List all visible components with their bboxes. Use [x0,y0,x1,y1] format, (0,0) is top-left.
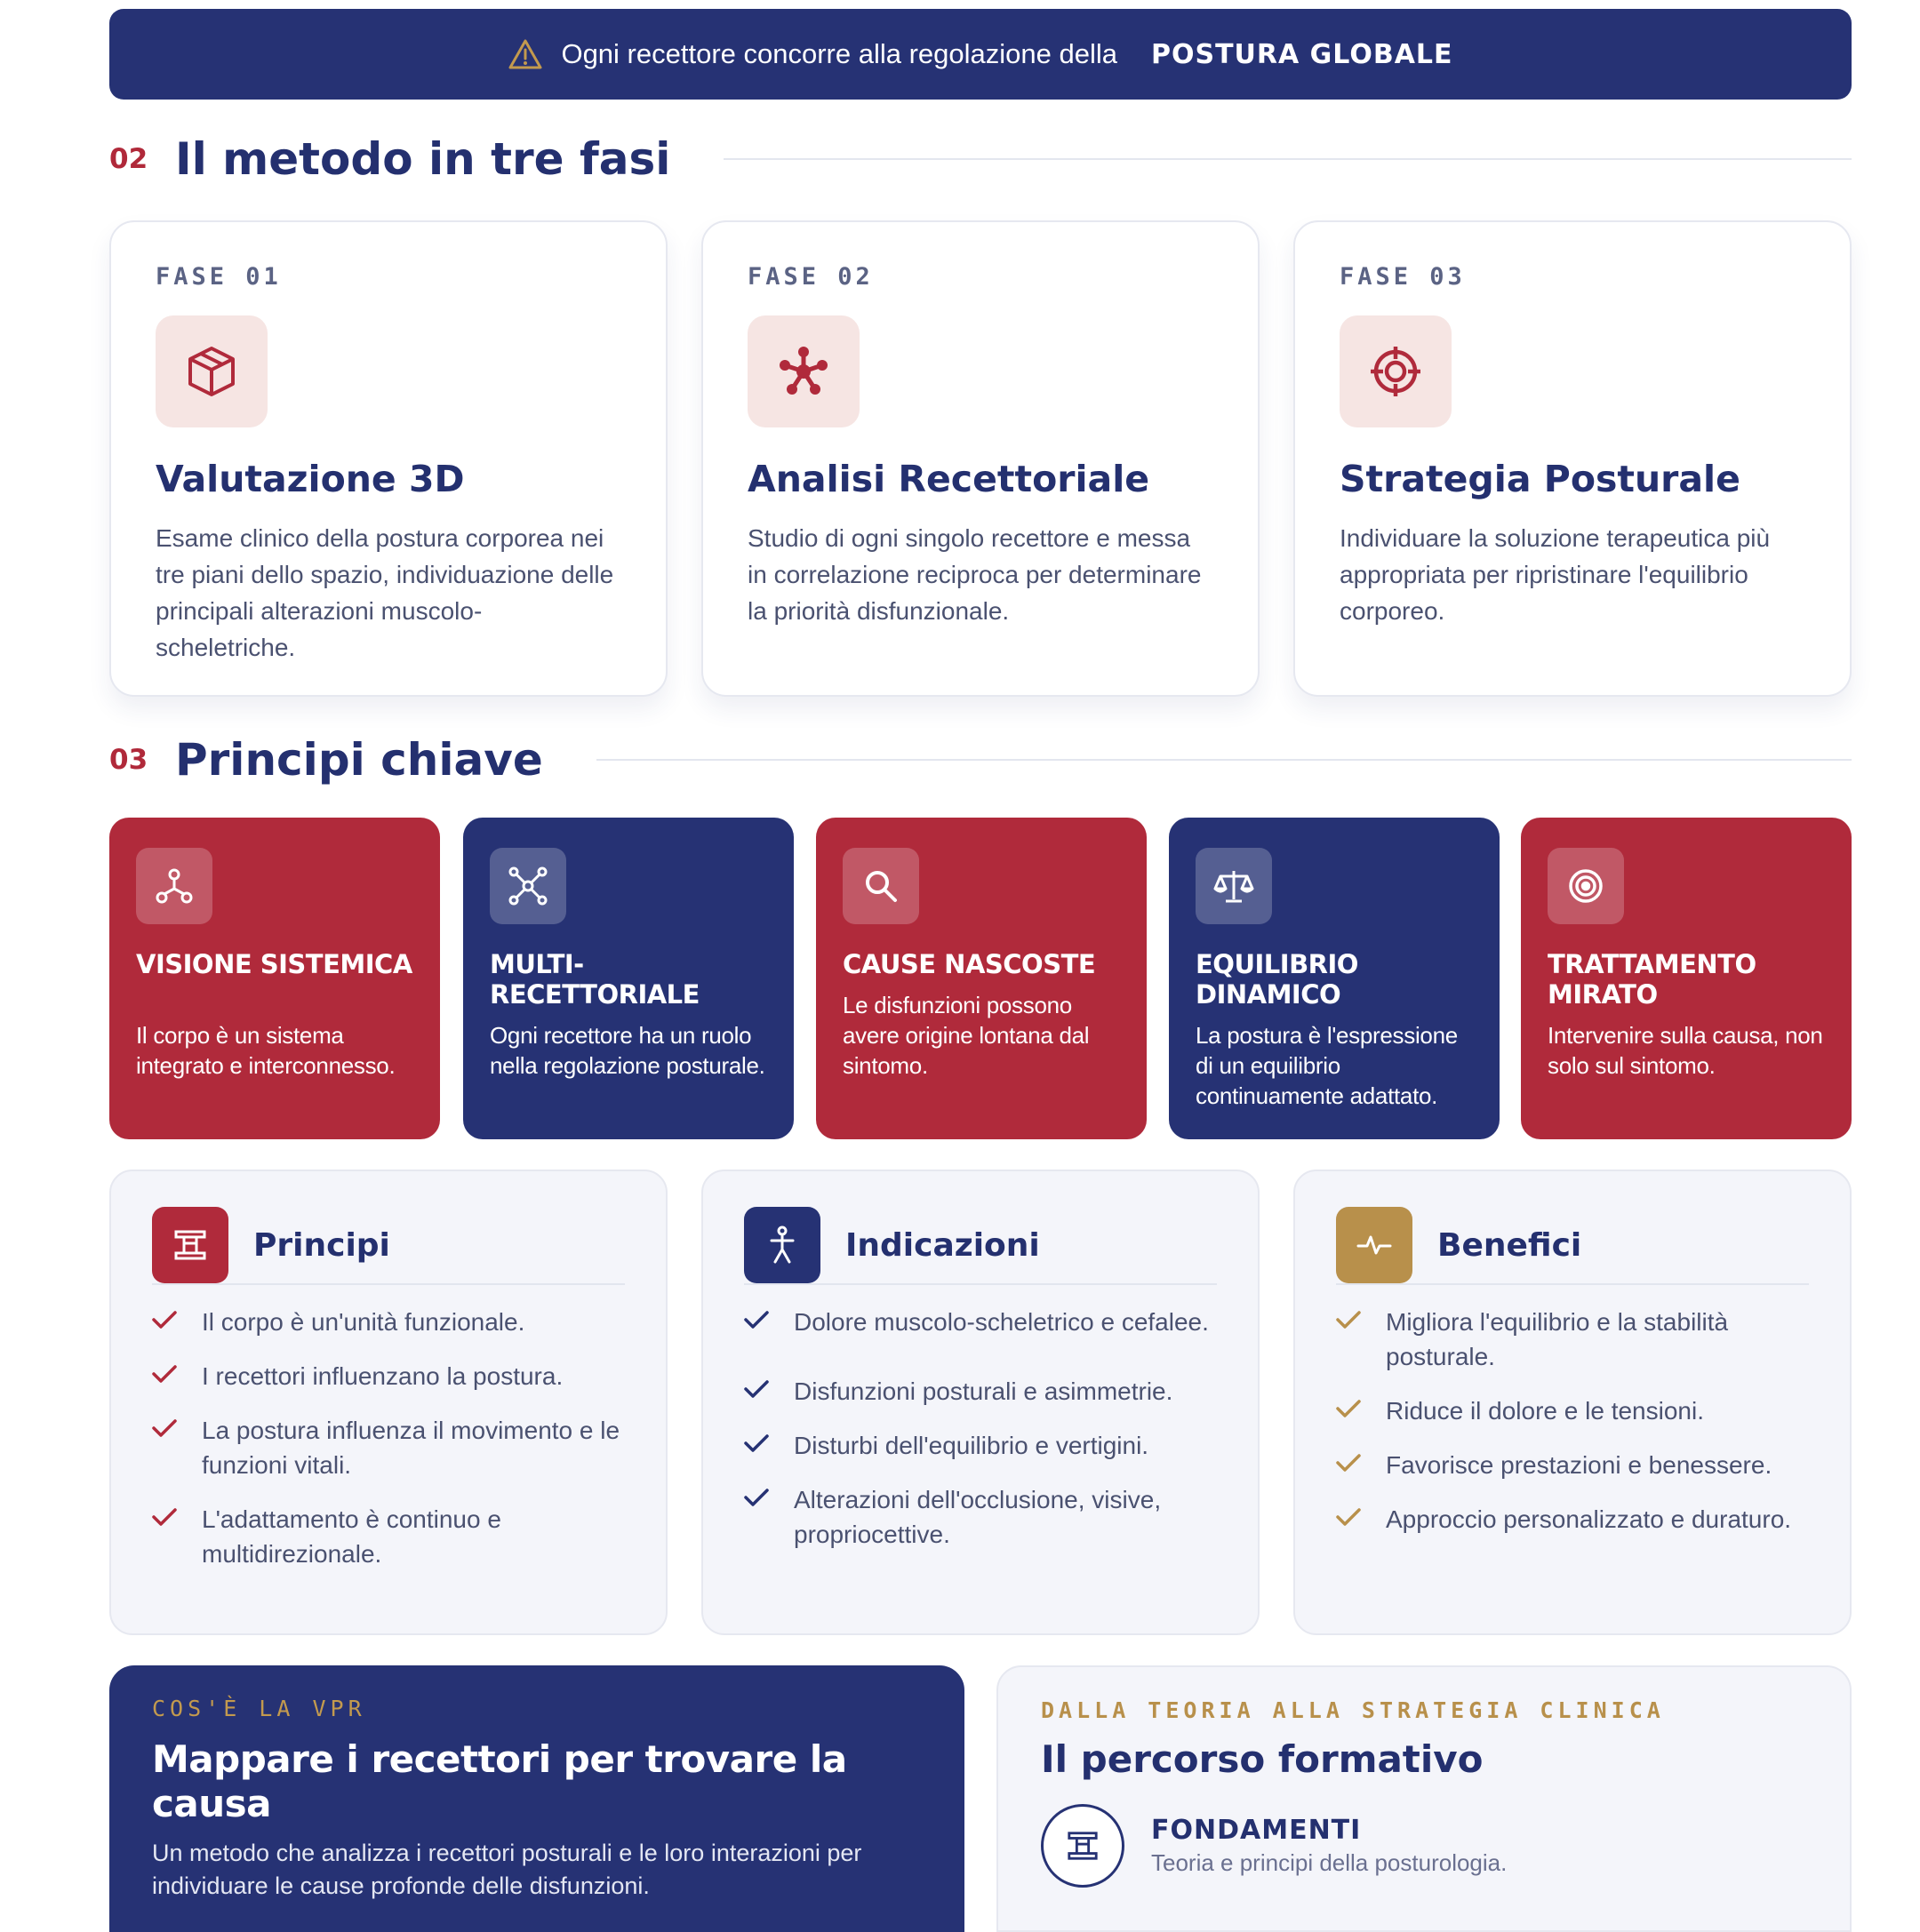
phase-label: FASE 03 [1340,263,1466,291]
phase-title: Analisi Recettoriale [748,458,1150,500]
list-item-text: Disfunzioni posturali e asimmetrie. [794,1377,1173,1405]
phase-label: FASE 02 [748,263,874,291]
check-icon [1336,1305,1386,1374]
key-principle-card [816,818,1147,1139]
check-icon [1336,1502,1386,1537]
path-eyebrow: DALLA TEORIA ALLA STRATEGIA CLINICA [1041,1697,1665,1723]
banner-text: Ogni recettore concorre alla regolazione della [561,38,1117,69]
pulse-icon [1336,1207,1412,1283]
scale-icon [1196,848,1272,924]
list-item-text: Migliora l'equilibrio e la stabilità posturale. [1386,1308,1729,1370]
step-text [1151,1815,1507,1877]
vpr-card [109,1665,964,1932]
check-icon [1336,1393,1386,1428]
key-principle-card [463,818,794,1139]
path-step [1041,1804,1807,1888]
list-item-text: Approccio personalizzato e duraturo. [1386,1505,1792,1533]
principle-title: VISIONE SISTEMICA [136,949,412,979]
phase-card [109,220,668,697]
path-title: Il percorso formativo [1041,1737,1484,1781]
list-header [1336,1207,1809,1285]
list-title: Principi [253,1226,390,1264]
check-icon [1336,1448,1386,1482]
key-principle-card [109,818,440,1139]
banner-highlight: POSTURA GLOBALE [1150,38,1453,70]
section-number: 02 [109,143,148,175]
training-path-card [996,1665,1852,1932]
cube-icon [156,315,268,427]
check-icon [152,1502,202,1571]
nodes-icon [136,848,212,924]
check-icon [152,1305,202,1339]
check-icon [152,1359,202,1393]
phase-title: Strategia Posturale [1340,458,1740,500]
bullseye-icon [1548,848,1624,924]
pillar-icon [1041,1804,1124,1888]
benefits-list [1336,1305,1809,1537]
list-item [152,1413,625,1482]
principle-title: CAUSE NASCOSTE [843,949,1096,979]
phase-label: FASE 01 [156,263,282,291]
principle-description: Le disfunzioni possono avere origine lontana dal sintomo. [843,992,1090,1079]
check-icon [744,1482,794,1552]
check-icon [744,1428,794,1463]
principle-description: Intervenire sulla causa, non solo sul sintomo. [1548,1022,1823,1079]
list-item-text: Alterazioni dell'occlusione, visive, propriocettive. [794,1486,1162,1548]
list-item [152,1305,625,1339]
list-item [1336,1502,1809,1537]
step-description: Teoria e principi della posturologia. [1151,1849,1508,1876]
list-title: Indicazioni [845,1226,1040,1264]
list-item-text: Disturbi dell'equilibrio e vertigini. [794,1432,1149,1459]
list-item-text: Il corpo è un'unità funzionale. [202,1308,525,1336]
list-item-text: Favorisce prestazioni e benessere. [1386,1451,1772,1479]
list-item-text: L'adattamento è continuo e multidirezionale. [202,1505,501,1568]
key-principle-card [1521,818,1852,1139]
principles-list-card [109,1170,668,1635]
principle-description: La postura è l'espressione di un equilibrio continuamente adattato. [1196,1022,1458,1109]
vpr-description: Un metodo che analizza i recettori posturali e le loro interazioni per individuare le cause profonde delle disfunzioni. [152,1840,862,1899]
section-title: Il metodo in tre fasi [175,133,671,185]
list-item-text: Riduce il dolore e le tensioni. [1386,1397,1704,1425]
benefits-list-card [1293,1170,1852,1635]
section-divider [596,759,1852,761]
list-item-text: La postura influenza il movimento e le funzioni vitali. [202,1417,620,1479]
pillar-icon [152,1207,228,1283]
section-title: Principi chiave [175,734,543,786]
list-item [744,1482,1217,1552]
warning-icon [508,36,543,72]
phase-card [701,220,1260,697]
phase-description: Individuare la soluzione terapeutica più appropriata per ripristinare l'equilibrio corporeo. [1340,524,1771,625]
section-method-header [109,133,1852,185]
list-item [1336,1393,1809,1428]
principle-description: Ogni recettore ha un ruolo nella regolazione posturale. [490,1022,765,1079]
list-item [744,1374,1217,1409]
target-icon [1340,315,1452,427]
list-header [152,1207,625,1285]
check-icon [152,1413,202,1482]
principles-list [152,1305,625,1571]
vpr-title: Mappare i recettori per trovare la causa [152,1737,847,1825]
principle-description: Il corpo è un sistema integrato e interconnesso. [136,1022,396,1079]
section-divider [724,158,1852,160]
check-icon [744,1305,794,1339]
section-number: 03 [109,744,148,776]
indications-list-card [701,1170,1260,1635]
list-item [152,1502,625,1571]
principle-title: EQUILIBRIO DINAMICO [1196,949,1358,1010]
network-icon [748,315,860,427]
list-item-text: Dolore muscolo-scheletrico e cefalee. [794,1308,1209,1336]
check-icon [744,1374,794,1409]
search-icon [843,848,919,924]
vpr-eyebrow: COS'È LA VPR [152,1696,366,1721]
list-title: Benefici [1437,1226,1582,1264]
list-item-text: I recettori influenzano la postura. [202,1362,564,1390]
list-item [152,1359,625,1393]
indications-list [744,1305,1217,1552]
top-banner [109,9,1852,100]
phase-card [1293,220,1852,697]
list-item [1336,1305,1809,1374]
step-name: FONDAMENTI [1151,1815,1362,1846]
principle-title: MULTI-RECETTORIALE [490,949,700,1010]
list-item [1336,1448,1809,1482]
phase-description: Studio di ogni singolo recettore e messa in correlazione reciproca per determinare la priorità disfunzionale. [748,524,1202,625]
key-principle-card [1169,818,1500,1139]
section-principles-header [109,734,1852,786]
phase-description: Esame clinico della postura corporea nei tre piani dello spazio, individuazione delle principali alterazioni muscolo-scheletriche. [156,524,614,661]
person-icon [744,1207,820,1283]
principle-title: TRATTAMENTO MIRATO [1548,949,1756,1010]
phase-title: Valutazione 3D [156,458,465,500]
list-header [744,1207,1217,1285]
list-item [744,1305,1217,1339]
hub-icon [490,848,566,924]
list-item [744,1428,1217,1463]
